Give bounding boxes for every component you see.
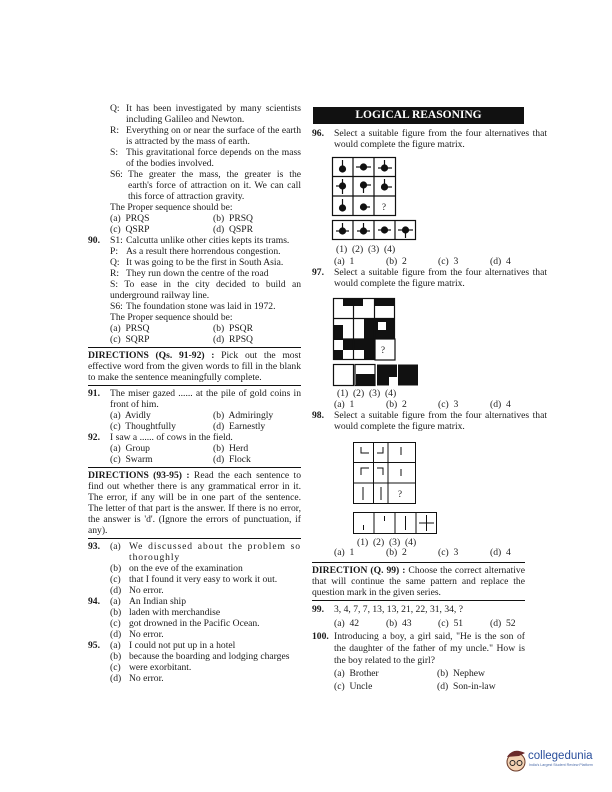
statement-text: As a result there horrendous congestion. [126, 246, 281, 257]
question-number: 100. [312, 631, 329, 642]
statement [110, 268, 301, 279]
options [110, 443, 301, 465]
directions-heading: DIRECTION (Q. 99) : [312, 565, 406, 576]
question-mark: ? [381, 345, 385, 355]
question-text: The miser gazed ...... at the pile of gold coins in front of him. [110, 388, 301, 410]
options [110, 410, 301, 432]
part [110, 640, 301, 651]
options [110, 323, 301, 345]
part-text: An Indian ship [129, 596, 187, 607]
section-title: LOGICAL REASONING [313, 107, 524, 124]
part-text: that I found it very easy to work it out. [129, 574, 278, 585]
answer-option: (c) 3 [438, 256, 459, 267]
question-99 [312, 604, 525, 615]
statement-label: Q: [110, 257, 120, 268]
part [110, 607, 301, 618]
question-number: 97. [312, 267, 324, 278]
left-column [88, 103, 301, 684]
part [110, 596, 301, 607]
question-95 [88, 640, 301, 684]
directions-99-block [312, 560, 525, 693]
answer-option: (a) 1 [334, 256, 355, 267]
directions-91-92 [88, 350, 301, 383]
part [110, 629, 301, 640]
statement-label: S6: [110, 169, 123, 180]
statement-label: R: [110, 268, 120, 279]
question-number: 93. [88, 541, 100, 552]
directions-text: Choose the correct alternative that will continue the same pattern and replace the question mark in the given series. [312, 565, 525, 598]
option: (c) Thoughtfully [110, 421, 176, 432]
question-92 [88, 432, 301, 465]
statement-text: Everything on or near the surface of the earth is attracted by the mass of earth. [126, 125, 301, 147]
statement-text: To ease in the city decided to build an underground railway line. [110, 279, 301, 301]
answer-option: (d) 4 [490, 547, 511, 558]
question-text: Select a suitable figure from the four alternatives that would complete the figure matrix. [334, 410, 547, 432]
question-text: Select a suitable figure from the four alternatives that would complete the figure matrix. [334, 128, 547, 150]
option: (b) Nephew [437, 668, 485, 679]
statement [110, 147, 301, 169]
brand-tagline: India's Largest Student Review Platform [529, 763, 593, 767]
answer-figures-96 [332, 220, 416, 240]
answer-option: (a) 1 [334, 399, 355, 410]
part [110, 541, 301, 563]
part [110, 651, 301, 662]
statement [110, 301, 301, 312]
statement [110, 257, 301, 268]
statement-label: S6: [110, 301, 123, 312]
statement [88, 279, 301, 301]
statement-text: It has been investigated by many scientists including Galileo and Newton. [126, 103, 301, 125]
options [110, 213, 301, 235]
question-100 [312, 631, 525, 693]
question-mark: ? [398, 489, 402, 499]
question-text: 3, 4, 7, 7, 13, 13, 21, 22, 31, 34, ? [334, 604, 463, 615]
divider [88, 347, 301, 348]
figure-labels: (1) (2) (3) (4) [357, 537, 417, 548]
statement-label: S: [110, 279, 119, 290]
part-label: (a) [110, 541, 121, 552]
answer-options-97 [312, 399, 525, 410]
part [110, 673, 301, 684]
figure-matrix-98 [353, 442, 416, 504]
part-text: because the boarding and lodging charges [129, 651, 290, 662]
answer-option: (d) 4 [490, 399, 511, 410]
question-89-continued [88, 103, 301, 235]
figure-matrix-96 [332, 157, 396, 217]
answer-option: (c) 3 [438, 547, 459, 558]
part-label: (c) [110, 574, 121, 585]
question-91 [88, 388, 301, 432]
divider [312, 562, 525, 563]
option: (c) SQRP [110, 334, 150, 345]
option: (b) Admiringly [213, 410, 274, 421]
statement-text: It was going to be the first in South Asia. [126, 257, 284, 268]
option: (d) Flock [213, 454, 251, 465]
statement-text: The foundation stone was laid in 1972. [126, 301, 276, 312]
statement [110, 103, 301, 125]
question-90 [88, 235, 301, 345]
option: (a) Group [110, 443, 150, 454]
mascot-icon [505, 747, 527, 773]
option: (c) Uncle [334, 681, 373, 692]
directions-text: Pick out the most effective word from the given words to fill in the blank to make the sentence meaningfully complete. [88, 350, 301, 383]
question-text: Introducing a boy, a girl said, "He is the son of the daughter of the father of my uncle." How is the boy related to the girl? [334, 631, 525, 666]
question-98 [312, 410, 547, 432]
answer-figures-97 [333, 364, 419, 386]
part [110, 662, 301, 673]
question-text: I saw a ...... of cows in the field. [110, 432, 233, 443]
answer-option: (a) 1 [334, 547, 355, 558]
part-text: We discussed about the problem so thoroughly [129, 541, 301, 563]
part-label: (d) [110, 673, 122, 684]
statement-text: Calcutta unlike other cities kepts its trams. [126, 235, 290, 246]
prompt: The Proper sequence should be: [110, 202, 233, 213]
answer-option: (d) 52 [490, 618, 516, 629]
answer-options-96 [312, 256, 525, 267]
part-label: (b) [110, 651, 122, 662]
part-text: No error. [129, 673, 164, 684]
answer-option: (a) 42 [334, 618, 360, 629]
statement [110, 169, 301, 202]
part-text: got drowned in the Pacific Ocean. [129, 618, 260, 629]
statement-text: They run down the centre of the road [126, 268, 269, 279]
answer-figures-98 [353, 512, 437, 534]
question-number: 99. [312, 604, 324, 615]
directions-heading: DIRECTIONS (93-95) : [88, 470, 190, 481]
prompt: The Proper sequence should be: [110, 312, 233, 323]
answer-option: (c) 51 [438, 618, 464, 629]
divider [88, 538, 301, 539]
question-94 [88, 596, 301, 640]
part [110, 618, 301, 629]
option: (d) Earnestly [213, 421, 266, 432]
part-text: No error. [129, 585, 164, 596]
part-label: (a) [110, 640, 121, 651]
part-label: (a) [110, 596, 121, 607]
part-label: (c) [110, 662, 121, 673]
option: (c) QSRP [110, 224, 150, 235]
statement-label: S: [110, 147, 119, 158]
part [110, 563, 301, 574]
statement [110, 246, 301, 257]
statement [110, 235, 301, 246]
options [334, 667, 525, 693]
answer-option: (c) 3 [438, 399, 459, 410]
part-label: (d) [110, 585, 122, 596]
statement-text: This gravitational force depends on the mass of the bodies involved. [126, 147, 301, 169]
option: (a) Avidly [110, 410, 151, 421]
question-mark: ? [382, 202, 386, 212]
answer-option: (b) 43 [386, 618, 412, 629]
part-text: on the eve of the examination [129, 563, 243, 574]
question-96 [312, 128, 547, 150]
figure-labels: (1) (2) (3) (4) [337, 388, 397, 399]
option: (a) PRQS [110, 213, 150, 224]
option: (d) Son-in-law [437, 681, 496, 692]
question-number: 94. [88, 596, 100, 607]
question-97 [312, 267, 547, 289]
answer-option: (d) 4 [490, 256, 511, 267]
answer-option: (b) 2 [386, 399, 407, 410]
part-text: laden with merchandise [129, 607, 221, 618]
statement [110, 125, 301, 147]
directions-93-95 [88, 470, 301, 536]
directions-heading: DIRECTIONS (Qs. 91-92) : [88, 350, 215, 361]
question-number: 96. [312, 128, 324, 139]
question-number: 92. [88, 432, 100, 443]
part-label: (b) [110, 607, 122, 618]
statement-label: S1: [110, 235, 123, 246]
part-label: (d) [110, 629, 122, 640]
divider [88, 385, 301, 386]
statement-label: P: [110, 246, 119, 257]
directions-text: Read the each sentence to find out whether there is any grammatical error in it. The error, if any will be in one part of the sentence. The letter of that part is the answer. If there is no error, the answer is 'd'. (Ignore the errors of punctuation, if any). [88, 470, 301, 536]
option: (b) PSQR [213, 323, 253, 334]
answer-options-98 [312, 547, 525, 558]
answer-option: (b) 2 [386, 547, 407, 558]
divider [88, 467, 301, 468]
option: (c) Swarm [110, 454, 153, 465]
option: (a) PRSQ [110, 323, 150, 334]
figure-matrix-97 [333, 298, 395, 360]
question-number: 98. [312, 410, 324, 421]
option: (d) RPSQ [213, 334, 253, 345]
question-93 [88, 541, 301, 596]
answer-options-99 [312, 618, 525, 629]
question-text: Select a suitable figure from the four alternatives that would complete the figure matrix. [334, 267, 547, 289]
option: (b) Herd [213, 443, 249, 454]
part-text: I could not put up in a hotel [129, 640, 236, 651]
directions-99 [312, 565, 525, 598]
option: (d) QSPR [213, 224, 253, 235]
question-number: 90. [88, 235, 100, 246]
brand-name: collegedunia [528, 750, 593, 762]
part [110, 585, 301, 596]
divider [312, 600, 525, 601]
part-label: (c) [110, 618, 121, 629]
part-text: were exorbitant. [129, 662, 192, 673]
question-number: 95. [88, 640, 100, 651]
part-text: No error. [129, 629, 164, 640]
question-number: 91. [88, 388, 100, 399]
answer-option: (b) 2 [386, 256, 407, 267]
statement-label: R: [110, 125, 120, 136]
collegedunia-logo [505, 745, 605, 775]
figure-labels: (1) (2) (3) (4) [336, 244, 396, 255]
option: (a) Brother [334, 668, 379, 679]
part-label: (b) [110, 563, 122, 574]
statement-text: The greater the mass, the greater is the earth's force of attraction on it. We can call this force of attraction gravity. [128, 169, 301, 202]
option: (b) PRSQ [213, 213, 253, 224]
part [110, 574, 301, 585]
statement-label: Q: [110, 103, 120, 114]
